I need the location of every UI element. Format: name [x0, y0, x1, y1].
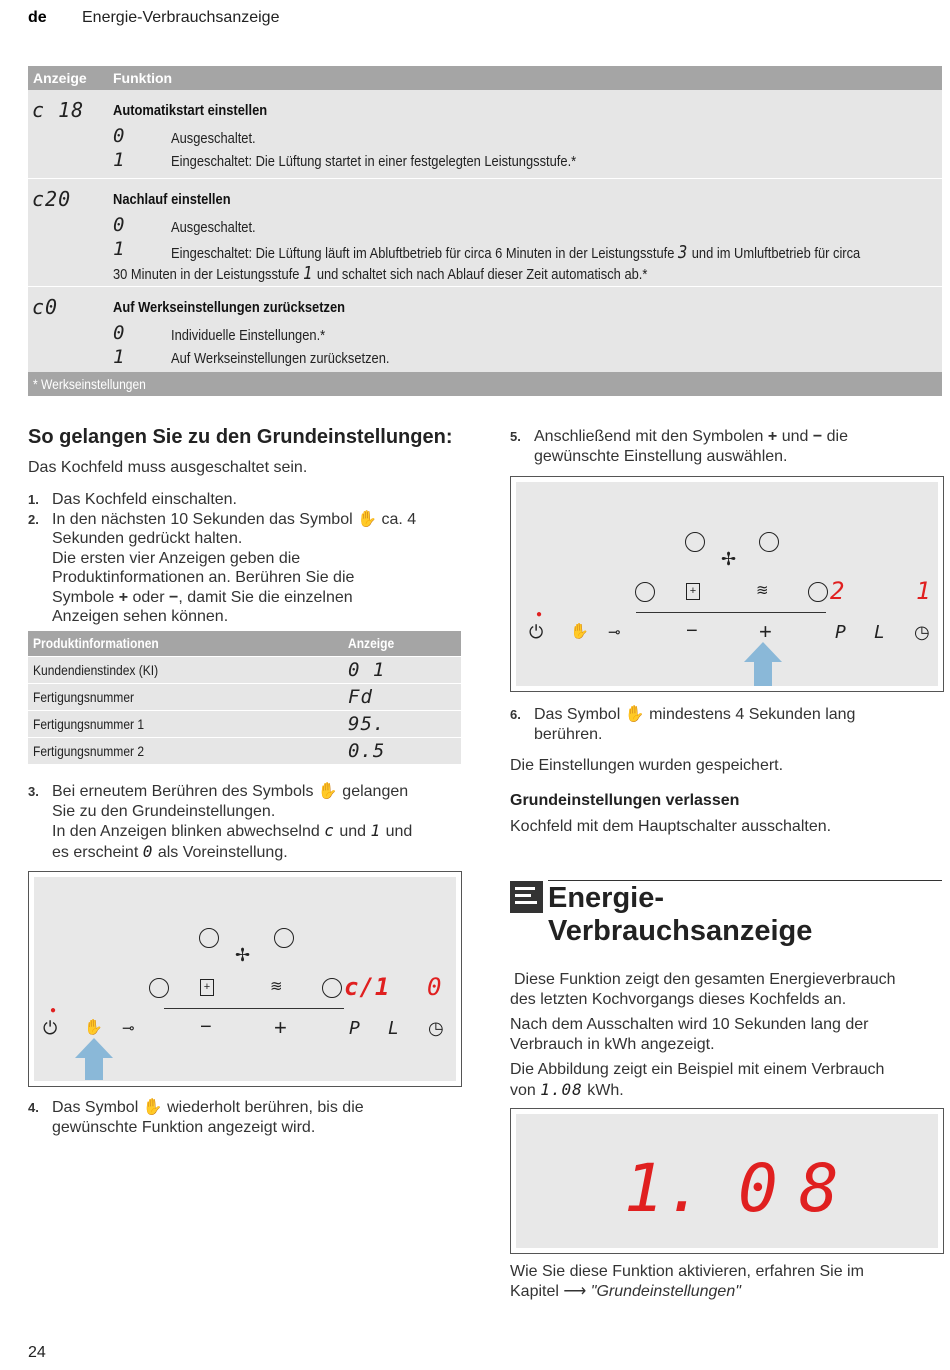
zero-display: 0 — [142, 841, 154, 861]
product-label: Fertigungsnummer — [33, 689, 135, 705]
product-label: Fertigungsnummer 2 — [33, 743, 145, 759]
l-display: L — [874, 622, 886, 643]
option-text: Individuelle Einstellungen.* — [171, 327, 326, 344]
step-text: gelangen — [342, 783, 409, 800]
table-row — [28, 657, 461, 683]
option-text-part: Eingeschaltet: Die Lüftung läuft im Abluftbetrieb für circa 6 Minuten in der Leistungsstufe — [171, 245, 675, 262]
product-table-header — [28, 631, 461, 656]
step-text: und — [385, 823, 413, 840]
energy-text: kWh. — [587, 1081, 624, 1099]
exit-title: Grundeinstellungen verlassen — [510, 792, 740, 809]
power-icon: ⏻ — [529, 622, 544, 642]
digit-display: 1. — [624, 1150, 706, 1227]
step-text: und — [781, 428, 809, 445]
language-code: de — [28, 9, 47, 26]
step-6 — [510, 705, 942, 744]
arrow-right-icon: ⟶ — [563, 1282, 587, 1300]
zone-selector-icon: + — [200, 979, 214, 996]
step-number: 5. — [510, 429, 521, 444]
table-row — [28, 711, 461, 737]
left-display: 2 — [830, 577, 846, 605]
panel-surface — [34, 877, 456, 1081]
step-text: gewünschte Funktion angezeigt wird. — [52, 1118, 316, 1136]
option-text-part: und schaltet sich nach Ablauf dieser Zeit automatisch ab.* — [316, 266, 648, 283]
option-number: 1 — [113, 149, 126, 171]
activate-text — [510, 1262, 942, 1301]
option-number: 1 — [113, 238, 126, 260]
code-display: c0 — [32, 295, 59, 319]
col-product-info: Produktinformationen — [33, 635, 159, 651]
plus-icon: + — [759, 619, 772, 644]
step-number: 4. — [28, 1100, 39, 1115]
energy-text: Nach dem Ausschalten wird 10 Sekunden lang der — [510, 1016, 869, 1033]
panel-surface — [516, 1114, 938, 1248]
option-number: 0 — [113, 125, 126, 147]
slider-line — [164, 1008, 344, 1009]
step-number: 1. — [28, 492, 39, 507]
header-title: Energie-Verbrauchsanzeige — [82, 9, 280, 26]
digit-display: 8 — [799, 1150, 840, 1227]
step-text: Das Symbol — [52, 1099, 139, 1116]
power-icon: ⏻ — [43, 1018, 58, 1038]
step-text: Symbole — [52, 588, 115, 606]
function-title: Nachlauf einstellen — [113, 191, 231, 208]
level-display: 3 — [677, 242, 689, 263]
cooking-zone-icon — [199, 928, 219, 948]
chapter-link[interactable]: "Grundeinstellungen" — [590, 1282, 741, 1300]
energy-title — [548, 882, 812, 948]
table-row — [28, 738, 461, 764]
key-icon: ⊸ — [608, 624, 621, 641]
cooking-zone-icon — [759, 532, 779, 552]
steps-1-2 — [28, 490, 468, 627]
table-row — [28, 684, 461, 710]
arrow-icon — [744, 642, 782, 662]
energy-title-line: Energie- — [548, 882, 665, 914]
step-text: Das Kochfeld einschalten. — [52, 491, 237, 508]
consumption-value: 1.08 — [540, 1079, 583, 1099]
step-number: 3. — [28, 784, 39, 799]
slider-line — [636, 612, 826, 613]
activate-line: Kapitel — [510, 1282, 559, 1300]
table-row — [28, 179, 942, 287]
minus-icon: − — [168, 588, 179, 606]
arrow-icon — [75, 1038, 113, 1058]
hand-icon: ✋ — [84, 1019, 103, 1036]
zone-selector-icon: + — [686, 583, 700, 600]
function-title: Automatikstart einstellen — [113, 102, 268, 119]
step-text: mindestens 4 Sekunden lang — [649, 706, 856, 723]
product-code: 95. — [348, 713, 386, 735]
arrow-stem — [754, 662, 772, 686]
step-text: gewünschte Einstellung auswählen. — [534, 447, 788, 465]
energy-display-illustration — [510, 1108, 944, 1254]
p-display: P — [835, 622, 847, 643]
code-display: c 18 — [32, 98, 85, 122]
hand-icon: ✋ — [142, 1099, 163, 1116]
cooking-zone-icon — [808, 582, 828, 602]
fan-icon: ✢ — [721, 549, 737, 569]
step-text: Sekunden gedrückt halten. — [52, 530, 243, 547]
step-text: Produktinformationen an. Berühren Sie die — [52, 569, 355, 586]
exit-text: Kochfeld mit dem Hauptschalter ausschalten. — [510, 818, 832, 835]
fan-icon: ✢ — [235, 945, 251, 965]
plus-icon: + — [767, 428, 778, 445]
control-panel-illustration — [510, 476, 944, 692]
energy-text: Die Abbildung zeigt ein Beispiel mit einem Verbrauch — [510, 1061, 885, 1078]
indicator-dot: ● — [536, 609, 543, 620]
minus-icon: − — [686, 620, 698, 642]
col-display: Anzeige — [348, 635, 395, 651]
energy-paragraphs — [510, 970, 942, 1100]
energy-title-line: Verbrauchsanzeige — [548, 915, 813, 947]
step-text: als Voreinstellung. — [157, 843, 288, 861]
panel-surface — [516, 482, 938, 686]
step-5 — [510, 427, 942, 466]
step-text: Anschließend mit den Symbolen — [534, 428, 764, 445]
cooking-zone-icon — [685, 532, 705, 552]
col-function: Funktion — [113, 70, 173, 86]
plus-icon: + — [274, 1015, 287, 1040]
col-display: Anzeige — [33, 70, 87, 86]
arrow-stem — [85, 1058, 103, 1080]
option-text: Auf Werkseinstellungen zurücksetzen. — [171, 350, 390, 367]
footnote-text: * Werkseinstellungen — [33, 376, 146, 392]
extractor-icon: ≋ — [270, 978, 283, 995]
step-text: berühren. — [534, 725, 603, 743]
option-text-continued — [113, 263, 647, 284]
function-title: Auf Werkseinstellungen zurücksetzen — [113, 299, 346, 316]
option-text: Ausgeschaltet. — [171, 219, 256, 236]
level-display: 1 — [303, 263, 314, 284]
step-4 — [28, 1098, 468, 1137]
cooking-zone-icon — [322, 978, 342, 998]
timer-icon: ◷ — [428, 1018, 444, 1038]
option-text-part: 30 Minuten in der Leistungsstufe — [113, 266, 300, 283]
cooking-zone-icon — [274, 928, 294, 948]
energy-icon — [510, 881, 543, 913]
product-code: 0 1 — [348, 659, 386, 681]
step-text: und — [339, 823, 367, 840]
minus-icon: − — [812, 428, 823, 445]
step-text: Das Symbol — [534, 706, 621, 723]
key-icon: ⊸ — [122, 1020, 135, 1037]
right-display: 1 — [916, 577, 932, 605]
step-text: die — [826, 428, 849, 445]
intro-text: Das Kochfeld muss ausgeschaltet sein. — [28, 459, 308, 476]
hand-icon: ✋ — [357, 510, 378, 528]
product-code: 0.5 — [348, 740, 386, 762]
plus-icon: + — [118, 588, 129, 606]
step-text: oder — [132, 588, 165, 606]
step-3 — [28, 782, 468, 862]
energy-text: von — [510, 1081, 536, 1099]
p-display: P — [349, 1018, 361, 1039]
step-text: In den nächsten 10 Sekunden das Symbol — [52, 510, 353, 528]
step-text: ca. 4 — [381, 510, 417, 528]
digit-display: 0 — [738, 1150, 779, 1227]
option-number: 0 — [113, 214, 126, 236]
option-number: 0 — [113, 322, 126, 344]
section-rule — [548, 880, 942, 881]
option-text: Ausgeschaltet. — [171, 130, 256, 147]
step-text: Die ersten vier Anzeigen geben die — [52, 549, 301, 567]
table-row — [28, 90, 942, 179]
minus-icon: − — [200, 1016, 212, 1038]
cooking-zone-icon — [635, 582, 655, 602]
one-display: 1 — [370, 821, 382, 840]
table-row — [28, 287, 942, 372]
option-number: 1 — [113, 346, 126, 368]
hand-icon: ✋ — [570, 623, 589, 640]
code-display: c20 — [32, 187, 72, 211]
page-number: 24 — [28, 1344, 46, 1361]
c-display: c — [324, 821, 335, 840]
activate-line: Wie Sie diese Funktion aktivieren, erfahren Sie im — [510, 1263, 864, 1280]
hand-icon: ✋ — [624, 706, 645, 723]
step-text: wiederholt berühren, bis die — [167, 1099, 364, 1116]
product-label: Kundendienstindex (KI) — [33, 662, 159, 678]
extractor-icon: ≋ — [756, 582, 769, 599]
l-display: L — [388, 1018, 400, 1039]
product-label: Fertigungsnummer 1 — [33, 716, 145, 732]
saved-text: Die Einstellungen wurden gespeichert. — [510, 757, 784, 774]
option-text-part: und im Umluftbetrieb für circa — [691, 245, 861, 262]
settings-table — [28, 66, 942, 396]
step-text: es erscheint — [52, 843, 139, 861]
step-text: Anzeigen sehen können. — [52, 608, 229, 625]
product-code: Fd — [348, 686, 373, 708]
option-text — [171, 242, 860, 263]
step-text: In den Anzeigen blinken abwechselnd — [52, 823, 320, 840]
step-text: , damit Sie die einzelnen — [178, 588, 353, 606]
step-number: 6. — [510, 707, 521, 722]
energy-text: Verbrauch in kWh angezeigt. — [510, 1035, 715, 1053]
energy-text: Diese Funktion zeigt den gesamten Energieverbrauch — [514, 971, 896, 988]
cooking-zone-icon — [149, 978, 169, 998]
step-text: Bei erneutem Berühren des Symbols — [52, 783, 314, 800]
step-text: Sie zu den Grundeinstellungen. — [52, 802, 276, 820]
indicator-dot: ● — [50, 1005, 57, 1016]
product-info-table — [28, 631, 461, 764]
step-number: 2. — [28, 511, 39, 527]
table-footnote — [28, 372, 942, 396]
timer-icon: ◷ — [914, 622, 930, 642]
settings-table-header — [28, 66, 942, 90]
option-text: Eingeschaltet: Die Lüftung startet in einer festgelegten Leistungsstufe.* — [171, 153, 577, 170]
hand-icon: ✋ — [317, 783, 338, 800]
section-title: So gelangen Sie zu den Grundeinstellungen: — [28, 426, 453, 448]
control-panel-illustration — [28, 871, 462, 1087]
energy-text: des letzten Kochvorgangs dieses Kochfelds an. — [510, 990, 847, 1008]
right-display: 0 — [427, 973, 443, 1001]
flashing-display: c/1 — [344, 973, 391, 1001]
